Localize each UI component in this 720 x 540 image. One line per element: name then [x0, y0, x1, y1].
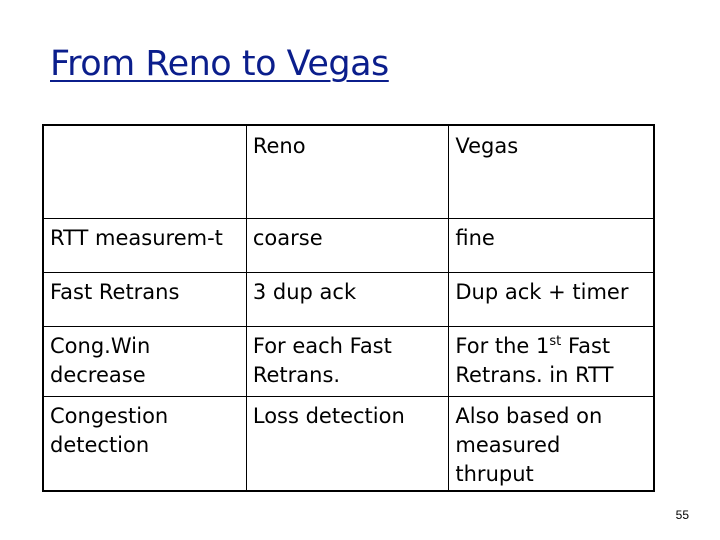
- vegas-cell: fine: [449, 219, 654, 273]
- reno-cell: Loss detection: [246, 397, 449, 492]
- reno-cell: For each Fast Retrans.: [246, 327, 449, 397]
- table-row: [43, 397, 654, 492]
- table-row: [43, 327, 654, 397]
- reno-cell: 3 dup ack: [246, 273, 449, 327]
- table-row: [43, 219, 654, 273]
- feature-cell: RTT measurem-t: [43, 219, 246, 273]
- feature-cell: Congestion detection: [43, 397, 246, 492]
- reno-cell: coarse: [246, 219, 449, 273]
- vegas-cell: Also based on measured thruput: [449, 397, 654, 492]
- vegas-cell: For the 1st Fast Retrans. in RTT: [449, 327, 654, 397]
- comparison-table: [42, 124, 655, 492]
- page-number: 55: [675, 508, 689, 522]
- vegas-cell: Dup ack + timer: [449, 273, 654, 327]
- slide-title: From Reno to Vegas: [50, 44, 389, 84]
- feature-cell: Fast Retrans: [43, 273, 246, 327]
- feature-cell: Cong.Win decrease: [43, 327, 246, 397]
- header-cell-vegas: Vegas: [449, 125, 654, 219]
- table-header-row: [43, 125, 654, 219]
- header-cell-empty: [43, 125, 246, 219]
- table-row: [43, 273, 654, 327]
- header-cell-reno: Reno: [246, 125, 449, 219]
